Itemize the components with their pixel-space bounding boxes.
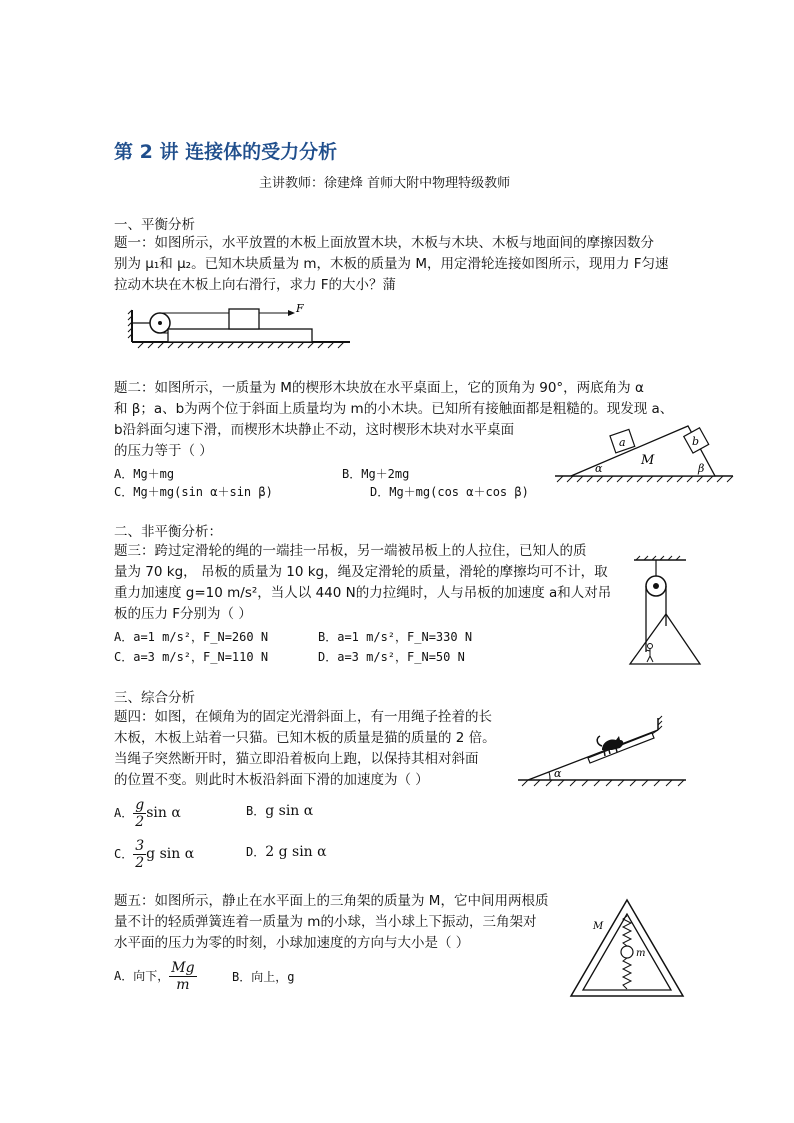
q4-angle-label: α — [554, 767, 562, 780]
q3-line-3: 重力加速度 g=10 m/s²，当人以 440 N的力拉绳时，人与吊板的加速度 a和人对吊 — [114, 585, 612, 601]
q3-option-b: B．a=1 m/s²，F_N=330 N — [318, 630, 473, 644]
q5-ball-mass-label: m — [636, 948, 646, 959]
q3-figure-pulley-man — [620, 556, 710, 674]
q2-wedge-label: M — [641, 453, 655, 468]
q2-line-3: b沿斜面匀速下滑，而楔形木块静止不动，这时楔形木块对水平桌面 — [114, 422, 515, 438]
q3-option-c: C．a=3 m/s²，F_N=110 N — [114, 650, 269, 664]
q4-option-a: A． $\frac{g}{2}$ sin α — [114, 797, 181, 830]
q4-line-2: 木板，木板上站着一只猫。已知木板的质量是猫的质量的 2 倍。 — [114, 730, 496, 746]
page-title: 第 2 讲 连接体的受力分析 — [114, 141, 338, 163]
q5-option-a: A．向下， $\frac{Mg}{m}$ — [114, 960, 195, 993]
q1-figure-pulley-board — [128, 300, 358, 350]
q2-block-a-label: a — [619, 436, 626, 449]
q1-line-1: 题一：如图所示，水平放置的木板上面放置木块，木板与木块、木板与地面间的摩擦因数分 — [114, 235, 654, 251]
q1-line-2: 别为 μ₁和 μ₂。已知木块质量为 m，木板的质量为 M，用定滑轮连接如图所示，现用力 F匀速 — [114, 256, 669, 272]
section-heading-comprehensive: 三、综合分析 — [114, 690, 195, 706]
q1-line-3: 拉动木块在木板上向右滑行，求力 F的大小？蒲 — [114, 277, 397, 293]
section-heading-nonbalance: 二、非平衡分析： — [114, 524, 222, 540]
q4-line-3: 当绳子突然断开时，猫立即沿着板向上跑，以保持其相对斜面 — [114, 751, 479, 767]
q4-option-d: D．2 g sin α — [246, 844, 327, 860]
q4-line-4: 的位置不变。则此时木板沿斜面下滑的加速度为（ ） — [114, 772, 429, 788]
q3-option-d: D．a=3 m/s²，F_N=50 N — [318, 650, 465, 664]
q5-line-1: 题五：如图所示，静止在水平面上的三角架的质量为 M，它中间用两根质 — [114, 893, 549, 909]
q4-option-c: C． $\frac{3}{2}$ g sin α — [114, 838, 195, 871]
q5-line-2: 量不计的轻质弹簧连着一质量为 m的小球，当小球上下振动，三角架对 — [114, 914, 537, 930]
q2-angle-alpha-label: α — [595, 462, 603, 475]
q5-figure-triangle-springs — [567, 896, 687, 1000]
q5-option-b: B．向上，g — [232, 970, 295, 984]
q2-line-1: 题二：如图所示，一质量为 M的楔形木块放在水平桌面上，它的顶角为 90°，两底角为 α — [114, 380, 644, 396]
page-subtitle: 主讲教师：徐建烽 首师大附中物理特级教师 — [259, 176, 511, 191]
q2-option-b: B．Mg＋2mg — [342, 467, 410, 481]
q2-figure-wedge — [553, 418, 738, 488]
q2-line-2: 和 β；a、b为两个位于斜面上质量均为 m的小木块。已知所有接触面都是粗糙的。现发现 a、 — [114, 401, 674, 417]
q2-line-4: 的压力等于（ ） — [114, 443, 213, 459]
q2-option-a: A．Mg＋mg — [114, 467, 175, 481]
q5-frame-mass-label: M — [593, 921, 604, 932]
q4-option-b: B．g sin α — [246, 803, 314, 819]
q3-option-a: A．a=1 m/s²，F_N=260 N — [114, 630, 269, 644]
q1-force-label: F — [296, 302, 304, 315]
section-heading-balance: 一、平衡分析 — [114, 217, 195, 233]
q3-line-1: 题三：跨过定滑轮的绳的一端挂一吊板，另一端被吊板上的人拉住，已知人的质 — [114, 543, 587, 559]
q3-line-2: 量为 70 kg， 吊板的质量为 10 kg，绳及定滑轮的质量，滑轮的摩擦均可不计，取 — [114, 564, 608, 580]
q2-option-c: C．Mg＋mg(sin α＋sin β) — [114, 485, 273, 499]
q2-block-b-label: b — [692, 435, 700, 448]
q2-angle-beta-label: β — [698, 462, 705, 475]
q4-line-1: 题四：如图，在倾角为的固定光滑斜面上，有一用绳子拴着的长 — [114, 709, 492, 725]
q5-line-3: 水平面的压力为零的时刻，小球加速度的方向与大小是（ ） — [114, 935, 470, 951]
q2-option-d: D．Mg＋mg(cos α＋cos β) — [370, 485, 529, 499]
q4-figure-cat-incline — [516, 710, 688, 790]
q3-line-4: 板的压力 F分别为（ ） — [114, 606, 252, 622]
